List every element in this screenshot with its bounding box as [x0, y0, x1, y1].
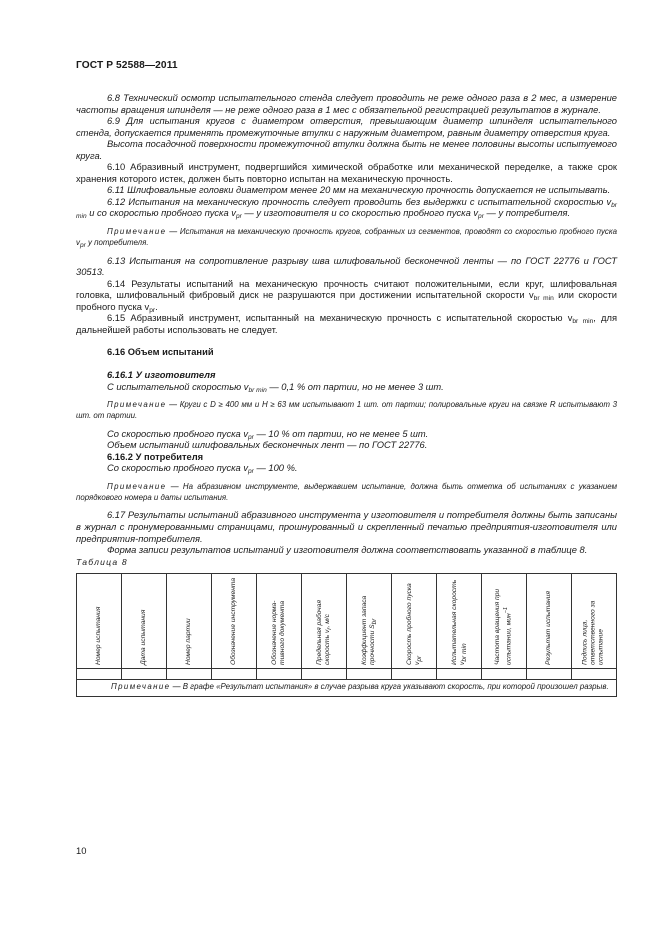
- heading-6-16-2: 6.16.2 У потребителя: [107, 451, 204, 462]
- table-cell: [572, 669, 617, 680]
- table-cell: [392, 669, 437, 680]
- paragraph-6-13: 6.13 Испытания на сопротивление разрыву шва шлифовальной бесконечной ленты — по ГОСТ 22776 и ГОСТ 30513.: [76, 255, 617, 278]
- paragraph-6-8: 6.8 Технический осмотр испытательного стенда следует проводить не реже одного раза в 2 мес, а измерение частоты вращения шпинделя — не реже одного раза в 1 мес с обязательной регистрацией результатов в журнале.: [76, 93, 617, 115]
- table-cell: [167, 669, 212, 680]
- heading-6-16-1: 6.16.1 У изготовителя: [107, 369, 216, 380]
- table-note: Примечание — В графе «Результат испытания» в случае разрыва круга указывают скорость, при которой произошел разрыв.: [77, 680, 617, 697]
- table-cell: [122, 669, 167, 680]
- col-safety-factor: Коэффициент запаса прочности $S_{br}$: [347, 574, 392, 669]
- heading-6-16: 6.16 Объем испытаний: [107, 347, 214, 358]
- note-segment-wheels: Примечание — Испытания на механическую прочность кругов, собранных из сегментов, проводят со скоростью пробного пуска $v_{pr}$ у потребителя.: [76, 227, 617, 249]
- results-table: [76, 573, 617, 697]
- col-tool-designation: Обозначение инструмента: [212, 574, 257, 669]
- document-header: ГОСТ Р 52588—2011: [76, 60, 178, 71]
- col-normative-document: Обозначение нормативного документа: [257, 574, 302, 669]
- col-test-date: Дата испытания: [122, 574, 167, 669]
- table-row: [77, 669, 617, 680]
- page-number: 10: [76, 845, 87, 856]
- document-body: [76, 93, 617, 697]
- paragraph-6-11: 6.11 Шлифовальные головки диаметром менее 20 мм на механическую прочность допускается не испытывать.: [107, 185, 611, 196]
- paragraph-6-9: 6.9 Для испытания кругов с диаметром отверстия, превышающим диаметр шпинделя испытательного стенда, допускается применять промежуточные втулки с наружным диаметром, равным диаметру отверстия круга.: [76, 116, 617, 138]
- paragraph-6-14: 6.14 Результаты испытаний на механическую прочность считают положительными, если круг, шлифовальная головка, шлифовальный фибровый диск не разрушаются при достижении испытательной скорости $v_{br min}$ или скорости пробного пуска $v_{pr}$.: [76, 278, 617, 314]
- col-test-speed: Испытательная скорость $v_{br min}$: [437, 574, 482, 669]
- table-cell: [527, 669, 572, 680]
- paragraph-6-16-1: С испытательной скоростью $v_{br min}$ — 0,1 % от партии, но не менее 3 шт.: [107, 381, 444, 394]
- table-cell: [437, 669, 482, 680]
- table-cell: [212, 669, 257, 680]
- col-max-working-speed: Предельная рабочая скорость $v_r$, м/с: [302, 574, 347, 669]
- table-cell: [77, 669, 122, 680]
- table-cell: [482, 669, 527, 680]
- paragraph-6-16-1-trial: Со скоростью пробного пуска $v_{pr}$ — 10 % от партии, но не менее 5 шт.: [107, 428, 429, 441]
- col-trial-speed: Скорость пробного пуска $v_{pr}$: [392, 574, 437, 669]
- paragraph-6-17: 6.17 Результаты испытаний абразивного инструмента у изготовителя и потребителя должны быть записаны в журнал с пронумерованными страницами, прошнурованный и скрепленный печатью предприятия-изготовителя или предприятия-потребителя.: [76, 510, 617, 544]
- paragraph-6-12: 6.12 Испытания на механическую прочность следует проводить без выдержки с испытательной скоростью $v_{br min}$ и со скоростью пробного пуска $v_{pr}$ — у изготовителя и со скоростью пробного пуска $v_{pr}$ — у потребителя.: [76, 196, 617, 221]
- table-caption: Таблица 8: [76, 556, 128, 567]
- col-test-number: Номер испытания: [77, 574, 122, 669]
- note-large-wheels: Примечание — Круги с D ≥ 400 мм и H ≥ 63 мм испытывают 1 шт. от партии; полировальные круги на связке R испытывают 3 шт. от партии.: [76, 400, 617, 420]
- col-batch-number: Номер партии: [167, 574, 212, 669]
- table-cell: [302, 669, 347, 680]
- paragraph-6-9-continued: Высота посадочной поверхности промежуточной втулки должна быть не менее половины высоты испытуемого круга.: [76, 139, 617, 161]
- paragraph-6-16-1-belts: Объем испытаний шлифовальных бесконечных лент — по ГОСТ 22776.: [107, 440, 428, 451]
- table-header-row: [77, 574, 617, 669]
- col-responsible-signature: Подпись лица, ответственного за испытание: [572, 574, 617, 669]
- paragraph-6-17-form: Форма записи результатов испытаний у изготовителя должна соответствовать указанной в таблице 8.: [107, 545, 588, 556]
- col-test-result: Результат испытания: [527, 574, 572, 669]
- paragraph-6-15: 6.15 Абразивный инструмент, испытанный на механическую прочность с испытательной скоростью $v_{br min}$, для дальнейшей работы использовать не следует.: [76, 313, 618, 335]
- table-cell: [257, 669, 302, 680]
- note-marking: Примечание — На абразивном инструменте, выдержавшем испытание, должна быть отметка об испытаниях с указанием порядкового номера и даты испытания.: [76, 481, 617, 502]
- table-cell: [347, 669, 392, 680]
- table-note-row: [77, 680, 617, 697]
- paragraph-6-10: 6.10 Абразивный инструмент, подвергшийся химической обработке или механической переделке, а также срок хранения которого истек, должен быть повторно испытан на механическую прочность.: [76, 162, 617, 184]
- paragraph-6-16-2: Со скоростью пробного пуска $v_{pr}$ — 100 %.: [107, 463, 298, 476]
- col-rotation-frequency: Частота вращения при испытании, мин$^{-1}$: [482, 574, 527, 669]
